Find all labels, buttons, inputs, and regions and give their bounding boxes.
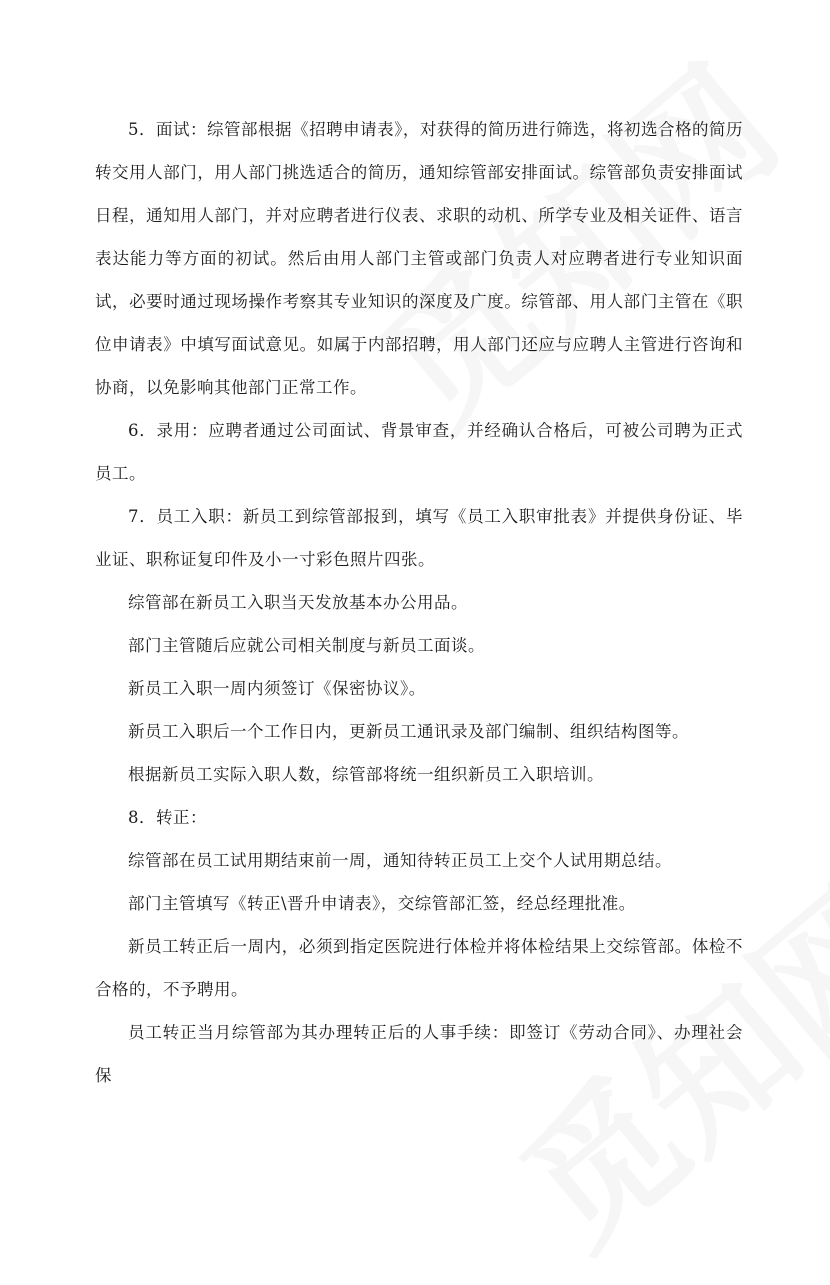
paragraph-onboarding: 7．员工入职：新员工到综管部报到，填写《员工入职审批表》并提供身份证、毕业证、职称证复印件及小一寸彩色照片四张。 xyxy=(95,507,743,569)
paragraph-hr-procedures: 员工转正当月综管部为其办理转正后的人事手续：即签订《劳动合同》、办理社会保 xyxy=(95,1023,743,1085)
paragraph-probation-heading: 8．转正： xyxy=(128,808,207,827)
paragraph-nda: 新员工入职一周内须签订《保密协议》。 xyxy=(128,679,426,698)
paragraph-training: 根据新员工实际入职人数，综管部将统一组织新员工入职培训。 xyxy=(128,765,604,784)
paragraph-office-supplies: 综管部在新员工入职当天发放基本办公用品。 xyxy=(128,593,468,612)
paragraph-directory-update: 新员工入职后一个工作日内，更新员工通讯录及部门编制、组织结构图等。 xyxy=(128,722,689,741)
paragraph-promotion-form: 部门主管填写《转正\晋升申请表》，交综管部汇签，经总经理批准。 xyxy=(128,894,636,913)
paragraph-probation-summary: 综管部在员工试用期结束前一周，通知待转正员工上交个人试用期总结。 xyxy=(128,851,672,870)
paragraph-hiring: 6．录用：应聘者通过公司面试、背景审查，并经确认合格后，可被公司聘为正式员工。 xyxy=(95,421,743,483)
document-body xyxy=(95,108,743,1097)
paragraph-interview: 5．面试：综管部根据《招聘申请表》，对获得的简历进行筛选，将初选合格的简历转交用人部门，用人部门挑选适合的简历，通知综管部安排面试。综管部负责安排面试日程，通知用人部门，并对应聘者进行仪表、求职的动机、所学专业及相关证件、语言表达能力等方面的初试。然后由用人部门主管或部门负责人对应聘者进行专业知识面试，必要时通过现场操作考察其专业知识的深度及广度。综管部、用人部门主管在《职位申请表》中填写面试意见。如属于内部招聘，用人部门还应与应聘人主管进行咨询和协商，以免影响其他部门正常工作。 xyxy=(95,120,743,397)
paragraph-manager-talk: 部门主管随后应就公司相关制度与新员工面谈。 xyxy=(128,636,485,655)
paragraph-medical-check: 新员工转正后一周内，必须到指定医院进行体检并将体检结果上交综管部。体检不合格的，不予聘用。 xyxy=(95,937,743,999)
